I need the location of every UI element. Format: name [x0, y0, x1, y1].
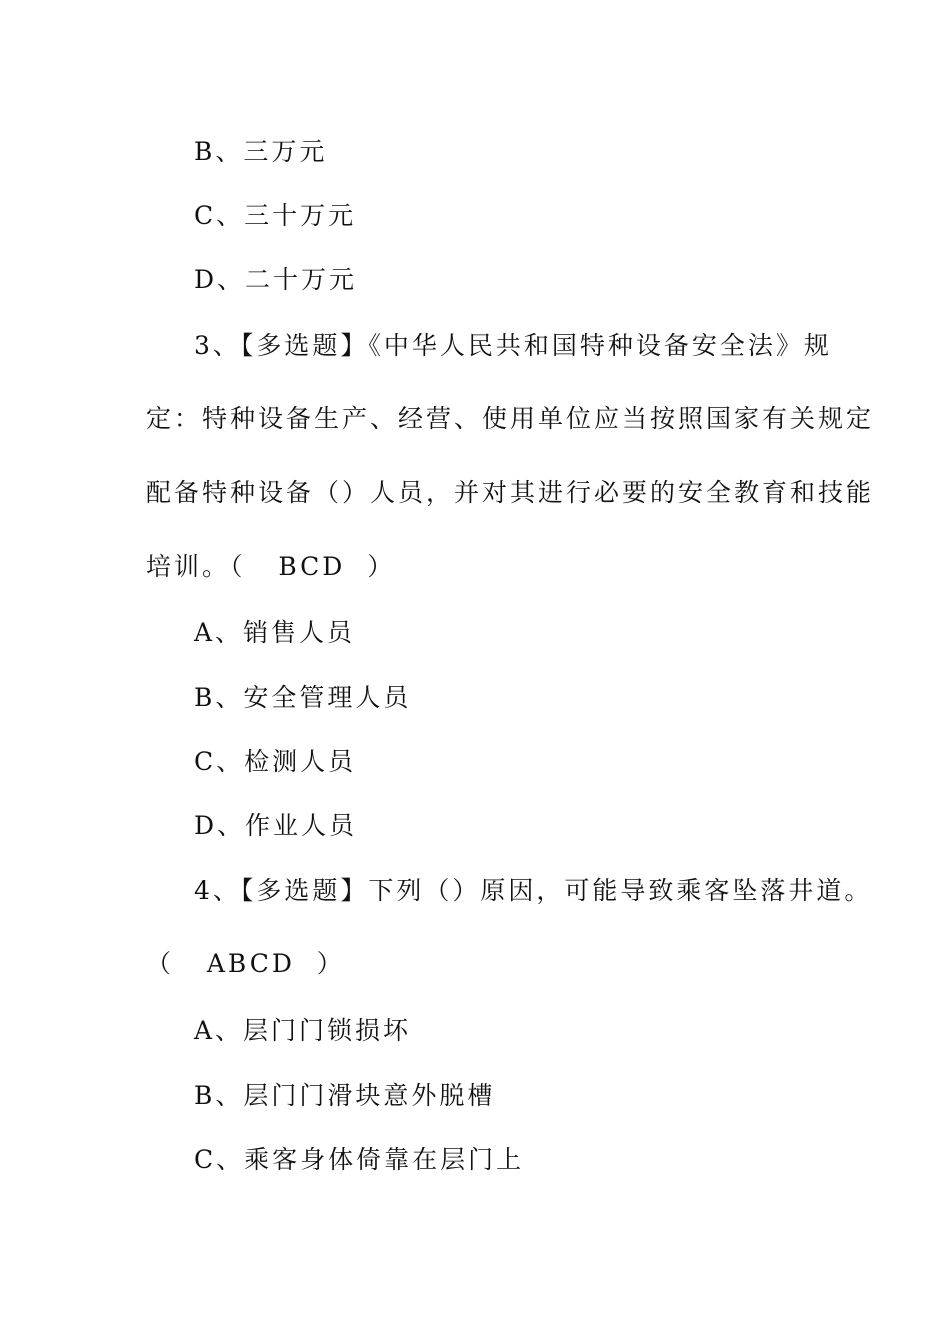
q4-answer: （ ABCD ）	[146, 949, 345, 978]
q3-stem-line-3: 配备特种设备（）人员，并对其进行必要的安全教育和技能	[146, 478, 875, 507]
q2-option-b: B、三万元	[194, 137, 328, 166]
q4-option-a: A、层门门锁损坏	[194, 1016, 412, 1045]
q4-stem-line-1: 4、【多选题】下列（）原因，可能导致乘客坠落井道。	[194, 876, 873, 905]
q2-option-c: C、三十万元	[194, 201, 357, 230]
q3-stem-line-2: 定：特种设备生产、经营、使用单位应当按照国家有关规定	[146, 404, 875, 433]
q3-option-c: C、检测人员	[194, 747, 357, 776]
q3-stem-line-1: 3、【多选题】《中华人民共和国特种设备安全法》规	[194, 331, 832, 360]
q3-option-a: A、销售人员	[194, 618, 356, 647]
q3-answer: 培训。（ BCD ）	[146, 552, 396, 581]
q3-option-d: D、作业人员	[194, 811, 358, 840]
q3-option-b: B、安全管理人员	[194, 683, 412, 712]
q4-option-c: C、乘客身体倚靠在层门上	[194, 1145, 525, 1174]
q2-option-d: D、二十万元	[194, 265, 358, 294]
q4-option-b: B、层门门滑块意外脱槽	[194, 1081, 496, 1110]
